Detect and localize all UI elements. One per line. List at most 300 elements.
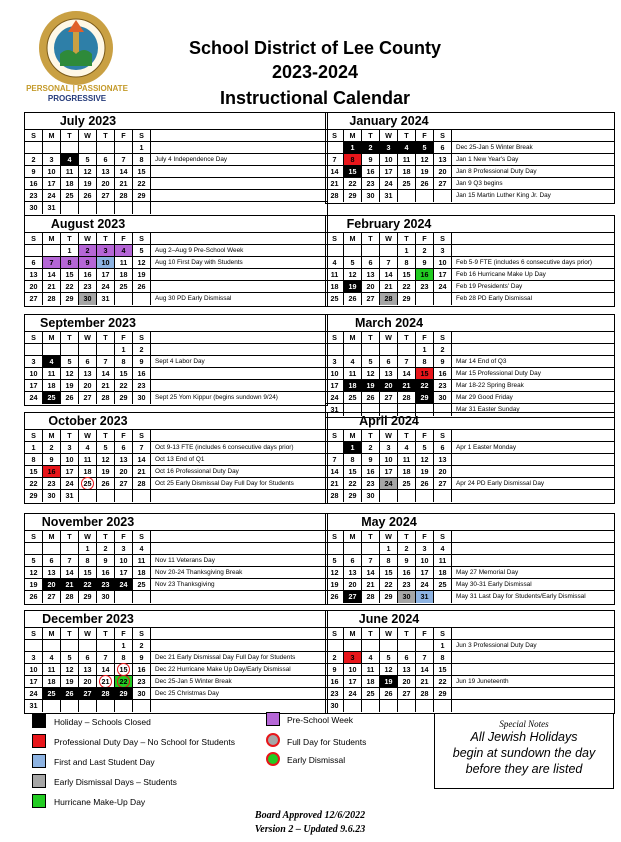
title-district: School District of Lee County xyxy=(188,38,442,58)
day-cell: 11 xyxy=(43,664,61,676)
day-cell: 6 xyxy=(79,356,97,368)
day-cell: 17 xyxy=(97,269,115,281)
day-cell: 24 xyxy=(25,392,43,404)
day-cell: 2 xyxy=(416,245,434,257)
day-cell: 2 xyxy=(326,652,344,664)
calendar-note: Mar 15 Professional Duty Day xyxy=(456,370,541,377)
weekday-header: S xyxy=(434,332,452,344)
day-cell: 7 xyxy=(326,454,344,466)
legend-fullday-label: Full Day for Students xyxy=(287,737,367,747)
month-title: May 2024 xyxy=(361,515,417,529)
weekday-header: S xyxy=(326,430,344,442)
day-cell: 16 xyxy=(434,368,452,380)
weekday-header: S xyxy=(326,332,344,344)
calendar-note: Sept 4 Labor Day xyxy=(155,358,205,365)
weekday-header: W xyxy=(79,531,97,543)
legend-earlydis-swatch xyxy=(266,752,280,766)
day-cell: 20 xyxy=(380,380,398,392)
day-cell: 3 xyxy=(61,442,79,454)
day-cell: 25 xyxy=(61,190,79,202)
day-cell: 27 xyxy=(79,392,97,404)
calendar-note: Feb 5-9 FTE (includes 6 consecutive days prior) xyxy=(456,259,593,266)
day-cell: 23 xyxy=(362,178,380,190)
weekday-header: F xyxy=(416,628,434,640)
day-cell: 19 xyxy=(362,380,380,392)
day-cell xyxy=(115,202,133,214)
day-cell: 10 xyxy=(97,257,115,269)
day-cell: 25 xyxy=(43,392,61,404)
weekday-header: F xyxy=(115,332,133,344)
day-cell xyxy=(416,190,434,202)
week-row xyxy=(25,590,327,603)
day-cell: 3 xyxy=(416,543,434,555)
day-cell: 19 xyxy=(326,579,344,591)
legend-preschool-swatch xyxy=(266,712,280,726)
day-cell xyxy=(398,190,416,202)
day-cell: 8 xyxy=(79,555,97,567)
day-cell: 5 xyxy=(25,555,43,567)
day-cell xyxy=(380,490,398,502)
day-cell: 9 xyxy=(416,257,434,269)
day-cell: 6 xyxy=(97,154,115,166)
weekday-header: M xyxy=(344,628,362,640)
day-cell: 16 xyxy=(362,166,380,178)
day-cell: 27 xyxy=(344,591,362,603)
day-cell: 30 xyxy=(398,591,416,603)
day-cell: 12 xyxy=(79,166,97,178)
day-cell xyxy=(362,700,380,712)
day-cell: 21 xyxy=(398,380,416,392)
tagline-line-1: PERSONAL | PASSIONATE xyxy=(26,84,128,93)
day-cell: 5 xyxy=(362,356,380,368)
district-seal-logo xyxy=(38,10,114,86)
day-cell: 29 xyxy=(25,490,43,502)
weekday-header: F xyxy=(416,130,434,142)
weekday-header: S xyxy=(133,130,151,142)
weekday-header: F xyxy=(115,130,133,142)
day-cell: 7 xyxy=(416,652,434,664)
weekday-header: T xyxy=(61,628,79,640)
month-title: September 2023 xyxy=(40,316,136,330)
weekday-header: S xyxy=(25,130,43,142)
day-cell: 27 xyxy=(79,688,97,700)
day-cell: 19 xyxy=(97,466,115,478)
calendar-note: Oct 9-13 FTE (includes 6 consecutive days prior) xyxy=(155,444,294,451)
weekday-header: T xyxy=(362,430,380,442)
legend-early-label: Early Dismissal Days – Students xyxy=(54,777,177,787)
weekday-header: T xyxy=(398,332,416,344)
calendar-note: Feb 19 Presidents' Day xyxy=(456,283,523,290)
day-cell: 11 xyxy=(362,664,380,676)
month-block xyxy=(325,215,615,307)
day-cell: 12 xyxy=(25,567,43,579)
day-cell: 22 xyxy=(133,178,151,190)
month-title: January 2024 xyxy=(349,114,429,128)
weekday-header: F xyxy=(416,430,434,442)
month-block xyxy=(24,412,328,504)
day-cell: 3 xyxy=(326,356,344,368)
day-cell: 6 xyxy=(43,555,61,567)
weekday-header: M xyxy=(43,332,61,344)
day-cell: 28 xyxy=(133,478,151,490)
day-cell: 19 xyxy=(416,466,434,478)
day-cell: 25 xyxy=(434,579,452,591)
weekday-header: T xyxy=(97,430,115,442)
day-cell: 22 xyxy=(61,281,79,293)
day-cell: 4 xyxy=(434,543,452,555)
day-cell xyxy=(434,293,452,305)
day-cell: 2 xyxy=(362,142,380,154)
day-cell: 8 xyxy=(25,454,43,466)
day-cell: 17 xyxy=(344,676,362,688)
day-cell: 12 xyxy=(61,368,79,380)
day-cell: 15 xyxy=(434,664,452,676)
day-cell: 22 xyxy=(416,380,434,392)
day-cell: 28 xyxy=(97,688,115,700)
legend-preschool-label: Pre-School Week xyxy=(287,715,353,725)
day-cell: 24 xyxy=(344,688,362,700)
day-cell: 3 xyxy=(43,154,61,166)
day-cell xyxy=(344,700,362,712)
day-cell: 30 xyxy=(434,392,452,404)
day-cell: 22 xyxy=(344,178,362,190)
day-cell: 28 xyxy=(326,190,344,202)
day-cell: 26 xyxy=(326,591,344,603)
day-cell xyxy=(61,700,79,712)
day-cell: 8 xyxy=(344,154,362,166)
calendar-note: Jan 15 Martin Luther King Jr. Day xyxy=(456,192,551,199)
calendar-note: Apr 1 Easter Monday xyxy=(456,444,517,451)
day-cell: 20 xyxy=(79,380,97,392)
weekday-header: T xyxy=(61,233,79,245)
weekday-header: S xyxy=(326,233,344,245)
day-cell: 30 xyxy=(25,202,43,214)
weekday-header: T xyxy=(362,130,380,142)
day-cell: 20 xyxy=(79,676,97,688)
weekday-header: T xyxy=(61,430,79,442)
day-cell: 15 xyxy=(61,269,79,281)
day-cell xyxy=(434,490,452,502)
day-cell: 6 xyxy=(398,652,416,664)
day-cell: 26 xyxy=(61,688,79,700)
day-cell: 26 xyxy=(25,591,43,603)
month-block xyxy=(325,513,615,605)
weekday-header: S xyxy=(25,628,43,640)
day-cell xyxy=(416,293,434,305)
day-cell: 6 xyxy=(434,142,452,154)
day-cell xyxy=(97,202,115,214)
day-cell: 9 xyxy=(25,166,43,178)
month-title: April 2024 xyxy=(359,414,419,428)
calendar-note: May 27 Memorial Day xyxy=(456,569,519,576)
day-cell: 13 xyxy=(115,454,133,466)
day-cell: 11 xyxy=(398,154,416,166)
day-cell: 22 xyxy=(344,478,362,490)
day-cell: 16 xyxy=(133,664,151,676)
legend-fullday-swatch xyxy=(266,733,280,747)
day-cell: 22 xyxy=(398,281,416,293)
day-cell: 14 xyxy=(43,269,61,281)
day-cell: 9 xyxy=(79,257,97,269)
day-cell: 6 xyxy=(344,555,362,567)
weekday-header: S xyxy=(133,332,151,344)
day-cell: 20 xyxy=(43,579,61,591)
day-cell: 21 xyxy=(416,676,434,688)
day-cell: 13 xyxy=(97,166,115,178)
day-cell: 10 xyxy=(380,454,398,466)
month-title: February 2024 xyxy=(346,217,432,231)
day-cell: 29 xyxy=(79,591,97,603)
special-notes-line-1: All Jewish Holidays xyxy=(470,730,578,744)
day-cell: 28 xyxy=(398,392,416,404)
day-cell: 21 xyxy=(326,178,344,190)
day-cell: 28 xyxy=(362,591,380,603)
day-cell: 24 xyxy=(43,190,61,202)
day-cell: 16 xyxy=(362,466,380,478)
weekday-header: T xyxy=(97,332,115,344)
day-cell: 8 xyxy=(398,257,416,269)
day-cell: 6 xyxy=(79,652,97,664)
day-cell: 5 xyxy=(79,154,97,166)
weekday-header: M xyxy=(344,531,362,543)
day-cell: 18 xyxy=(398,466,416,478)
day-cell: 4 xyxy=(398,142,416,154)
weekday-header: M xyxy=(43,130,61,142)
week-row xyxy=(25,489,327,502)
month-block xyxy=(24,314,328,406)
day-cell: 7 xyxy=(43,257,61,269)
day-cell: 18 xyxy=(362,676,380,688)
day-cell: 1 xyxy=(344,442,362,454)
day-cell: 12 xyxy=(61,664,79,676)
day-cell: 3 xyxy=(434,245,452,257)
day-cell: 25 xyxy=(79,478,97,490)
weekday-header: T xyxy=(97,628,115,640)
day-cell: 19 xyxy=(380,676,398,688)
day-cell: 27 xyxy=(380,392,398,404)
day-cell: 20 xyxy=(362,281,380,293)
day-cell: 16 xyxy=(133,368,151,380)
day-cell: 23 xyxy=(434,380,452,392)
day-cell: 26 xyxy=(61,392,79,404)
day-cell: 27 xyxy=(115,478,133,490)
calendar-note: Dec 22 Hurricane Make Up Day/Early Dismissal xyxy=(155,666,291,673)
day-cell: 18 xyxy=(43,380,61,392)
weekday-header: T xyxy=(61,531,79,543)
day-cell: 11 xyxy=(326,269,344,281)
weekday-header: S xyxy=(434,130,452,142)
day-cell: 19 xyxy=(133,269,151,281)
day-cell: 18 xyxy=(43,676,61,688)
day-cell: 18 xyxy=(133,567,151,579)
calendar-note: Dec 25-Jan 5 Winter Break xyxy=(456,144,533,151)
day-cell: 13 xyxy=(434,454,452,466)
day-cell: 29 xyxy=(416,392,434,404)
day-cell: 12 xyxy=(380,664,398,676)
weekday-header: F xyxy=(416,332,434,344)
day-cell: 3 xyxy=(97,245,115,257)
day-cell: 23 xyxy=(43,478,61,490)
legend-early-swatch xyxy=(32,774,46,788)
day-cell: 24 xyxy=(326,392,344,404)
weekday-header: W xyxy=(79,130,97,142)
day-cell: 1 xyxy=(115,640,133,652)
day-cell: 28 xyxy=(115,190,133,202)
day-cell: 22 xyxy=(25,478,43,490)
day-cell: 13 xyxy=(344,567,362,579)
day-cell xyxy=(416,700,434,712)
day-cell: 26 xyxy=(416,178,434,190)
day-cell: 10 xyxy=(25,368,43,380)
day-cell: 24 xyxy=(115,579,133,591)
day-cell: 5 xyxy=(344,257,362,269)
weekday-header: S xyxy=(25,233,43,245)
week-row xyxy=(326,489,614,502)
day-cell: 27 xyxy=(97,190,115,202)
day-cell: 12 xyxy=(416,454,434,466)
weekday-header: W xyxy=(79,233,97,245)
calendar-note: Apr 24 PD Early Dismissal Day xyxy=(456,480,545,487)
day-cell: 18 xyxy=(115,269,133,281)
day-cell: 15 xyxy=(25,466,43,478)
calendar-note: Feb 28 PD Early Dismissal xyxy=(456,295,532,302)
footer-version: Version 2 – Updated 9.6.23 xyxy=(254,824,366,835)
calendar-note: Mar 29 Good Friday xyxy=(456,394,513,401)
day-cell: 1 xyxy=(79,543,97,555)
day-cell: 18 xyxy=(344,380,362,392)
day-cell: 28 xyxy=(61,591,79,603)
title-year: 2023-2024 xyxy=(271,62,359,82)
day-cell: 11 xyxy=(79,454,97,466)
day-cell: 11 xyxy=(434,555,452,567)
calendar-note: Oct 16 Professional Duty Day xyxy=(155,468,239,475)
day-cell: 10 xyxy=(344,664,362,676)
weekday-header: M xyxy=(344,130,362,142)
day-cell xyxy=(398,490,416,502)
title-calendar: Instructional Calendar xyxy=(219,88,411,108)
day-cell: 13 xyxy=(434,154,452,166)
day-cell: 13 xyxy=(380,368,398,380)
day-cell: 27 xyxy=(398,688,416,700)
day-cell xyxy=(133,591,151,603)
day-cell: 10 xyxy=(43,166,61,178)
weekday-header: T xyxy=(362,233,380,245)
day-cell: 2 xyxy=(133,640,151,652)
weekday-header: S xyxy=(133,233,151,245)
day-cell: 20 xyxy=(25,281,43,293)
day-cell: 13 xyxy=(43,567,61,579)
day-cell: 10 xyxy=(380,154,398,166)
day-cell: 22 xyxy=(115,676,133,688)
weekday-header: M xyxy=(344,332,362,344)
day-cell: 28 xyxy=(380,293,398,305)
day-cell: 14 xyxy=(416,664,434,676)
weekday-header: F xyxy=(115,233,133,245)
weekday-header: S xyxy=(434,233,452,245)
day-cell: 31 xyxy=(416,591,434,603)
day-cell: 30 xyxy=(326,700,344,712)
tagline xyxy=(18,84,136,104)
month-title: June 2024 xyxy=(358,612,420,626)
day-cell: 26 xyxy=(416,478,434,490)
day-cell: 12 xyxy=(362,368,380,380)
day-cell: 23 xyxy=(326,688,344,700)
weekday-header: F xyxy=(115,430,133,442)
week-row xyxy=(25,699,327,712)
day-cell: 8 xyxy=(416,356,434,368)
month-title: July 2023 xyxy=(59,114,117,128)
legend-holiday-label: Holiday – Schools Closed xyxy=(54,717,151,727)
day-cell: 20 xyxy=(97,178,115,190)
calendar-note: Jun 3 Professional Duty Day xyxy=(456,642,537,649)
weekday-header: M xyxy=(43,628,61,640)
day-cell: 2 xyxy=(434,344,452,356)
day-cell: 7 xyxy=(362,555,380,567)
day-cell xyxy=(79,202,97,214)
day-cell: 2 xyxy=(97,543,115,555)
day-cell: 30 xyxy=(133,392,151,404)
day-cell: 14 xyxy=(326,466,344,478)
calendar-note: Oct 13 End of Q1 xyxy=(155,456,205,463)
legend-pd-swatch xyxy=(32,734,46,748)
day-cell: 4 xyxy=(362,652,380,664)
weekday-header: W xyxy=(380,628,398,640)
day-cell: 8 xyxy=(115,356,133,368)
day-cell xyxy=(133,202,151,214)
weekday-header: S xyxy=(25,531,43,543)
day-cell xyxy=(79,700,97,712)
day-cell: 27 xyxy=(362,293,380,305)
weekday-header: T xyxy=(362,332,380,344)
day-cell: 20 xyxy=(344,579,362,591)
weekday-header: M xyxy=(344,430,362,442)
day-cell: 17 xyxy=(43,178,61,190)
day-cell: 7 xyxy=(326,154,344,166)
day-cell: 3 xyxy=(344,652,362,664)
day-cell: 17 xyxy=(115,567,133,579)
day-cell: 19 xyxy=(416,166,434,178)
day-cell xyxy=(434,591,452,603)
day-cell: 12 xyxy=(133,257,151,269)
legend-firstlast-swatch xyxy=(32,754,46,768)
weekday-header: W xyxy=(79,332,97,344)
day-cell: 3 xyxy=(380,142,398,154)
day-cell xyxy=(133,293,151,305)
day-cell: 23 xyxy=(97,579,115,591)
day-cell: 16 xyxy=(43,466,61,478)
day-cell: 26 xyxy=(362,392,380,404)
day-cell: 24 xyxy=(380,478,398,490)
day-cell: 30 xyxy=(362,490,380,502)
weekday-header: F xyxy=(115,628,133,640)
day-cell: 29 xyxy=(61,293,79,305)
day-cell xyxy=(115,591,133,603)
day-cell: 9 xyxy=(362,454,380,466)
day-cell: 2 xyxy=(25,154,43,166)
day-cell: 14 xyxy=(380,269,398,281)
day-cell: 29 xyxy=(133,190,151,202)
day-cell: 27 xyxy=(25,293,43,305)
day-cell: 5 xyxy=(416,142,434,154)
calendar-note: May 30-31 Early Dismissal xyxy=(456,581,532,588)
day-cell: 16 xyxy=(25,178,43,190)
day-cell xyxy=(133,490,151,502)
day-cell: 15 xyxy=(380,567,398,579)
day-cell: 24 xyxy=(97,281,115,293)
day-cell: 28 xyxy=(416,688,434,700)
day-cell: 10 xyxy=(434,257,452,269)
day-cell: 16 xyxy=(416,269,434,281)
